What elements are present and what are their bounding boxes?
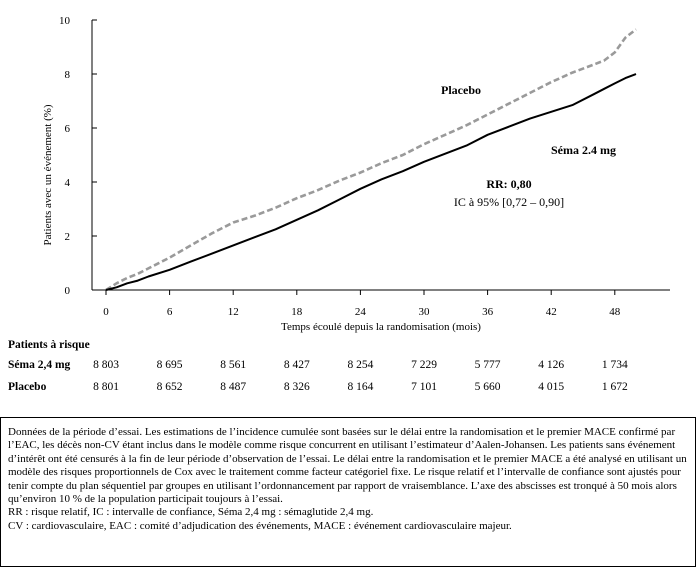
footnote-box (0, 417, 696, 567)
y-tick-label: 8 (64, 69, 70, 81)
footnote-abbreviations-2: CV : cardiovasculaire, EAC : comité d’adjudication des événements, MACE : événement cardiovasculaire majeur. (8, 519, 512, 532)
x-tick-label: 18 (291, 306, 303, 318)
risk-cell: 8 254 (347, 359, 374, 371)
risk-cell: 8 427 (283, 359, 310, 371)
rr-annotation: RR: 0,80 (486, 177, 532, 191)
footnote-abbreviations-1: RR : risque relatif, IC : intervalle de confiance, Séma 2,4 mg : sémaglutide 2,4 mg. (8, 506, 374, 519)
ci-annotation: IC à 95% [0,72 – 0,90] (453, 195, 565, 209)
placebo-series-line (106, 29, 636, 290)
risk-row-label: Séma 2,4 mg (8, 359, 71, 371)
footnote-paragraph: Données de la période d’essai. Les estimations de l’incidence cumulée sont basées sur le délai entre la randomisation et le premier MACE confirmé par l’EAC, les décès non-CV étant inclus dans le modèle comme risque concurrent en utilisant l’estimateur d’Aalen-Johansen. Les patients sans événement d’intérêt ont été censurés à la fin de leur période d’observation de l’essai. Le délai entre la randomisation et le premier MACE a été analysé en utilisant un modèle des risques proportionnels de Cox avec le traitement comme facteur catégoriel fixe. Le risque relatif et l’intervalle de confiance sont ajustés pour tenir compte du plan séquentiel par groupes en utilisant l’ordonnancement par rapport de vraisemblance. L’axe des abscisses est tronqué à 50 mois alors qu’environ 10 % de la population participait toujours à l’essai. (8, 426, 687, 506)
series-lines (106, 29, 636, 290)
risk-cell: 8 695 (156, 359, 183, 371)
risk-cell: 7 101 (411, 381, 437, 393)
x-tick-label: 42 (545, 306, 557, 318)
risk-cell: 4 015 (538, 381, 565, 393)
y-tick-label: 6 (64, 123, 70, 135)
risk-table-title: Patients à risque (8, 339, 90, 351)
x-tick-label: 30 (418, 306, 430, 318)
y-tick-label: 4 (64, 177, 70, 189)
risk-row-sema (8, 354, 698, 376)
placebo-series-label: Placebo (441, 83, 481, 97)
risk-cell: 4 126 (538, 359, 565, 371)
y-axis-label: Patients avec un événement (%) (42, 104, 54, 246)
risk-cell: 8 803 (93, 359, 119, 371)
risk-cell: 8 652 (156, 381, 183, 393)
sema-series-line (106, 74, 636, 290)
x-axis-label: Temps écoulé depuis la randomisation (mois) (281, 321, 481, 333)
x-tick-label: 24 (354, 306, 366, 318)
risk-cell: 8 801 (93, 381, 119, 393)
risk-cell: 8 326 (283, 381, 310, 393)
x-tick-label: 12 (227, 306, 239, 318)
x-tick-label: 0 (103, 306, 109, 318)
risk-cell: 1 672 (601, 381, 628, 393)
x-tick-label: 6 (166, 306, 173, 318)
risk-cell: 8 164 (347, 381, 374, 393)
risk-cell: 1 734 (601, 359, 628, 371)
risk-cell: 5 777 (474, 359, 501, 371)
risk-row-label: Placebo (8, 381, 47, 393)
y-tick-label: 2 (64, 231, 70, 243)
risk-cell: 5 660 (474, 381, 501, 393)
x-tick-label: 48 (609, 306, 621, 318)
risk-cell: 8 487 (220, 381, 247, 393)
y-axis-ticks (59, 15, 97, 297)
x-tick-label: 36 (482, 306, 494, 318)
x-axis-ticks (103, 290, 621, 318)
patients-at-risk-table (8, 336, 698, 398)
y-tick-label: 10 (59, 15, 70, 27)
y-tick-label: 0 (64, 285, 70, 297)
sema-series-label: Séma 2.4 mg (551, 143, 616, 157)
risk-cell: 7 229 (411, 359, 437, 371)
risk-row-placebo (8, 376, 698, 398)
risk-cell: 8 561 (220, 359, 247, 371)
